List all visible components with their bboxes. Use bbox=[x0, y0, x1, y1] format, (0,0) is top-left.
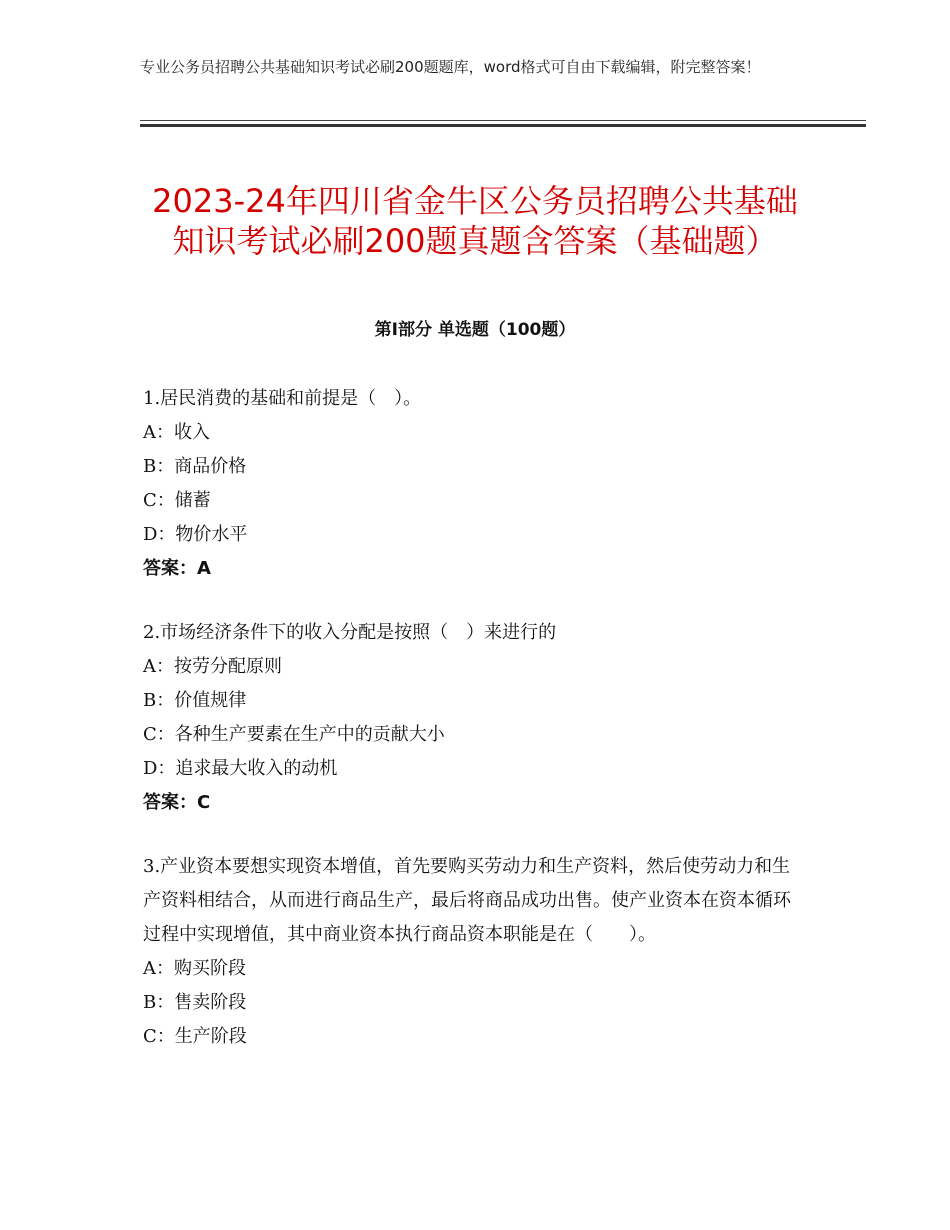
option-a: A：收入 bbox=[143, 422, 210, 443]
option-c: C：储蓄 bbox=[143, 490, 211, 511]
answer-line: 答案：A bbox=[143, 558, 211, 579]
question-item bbox=[143, 616, 803, 820]
header-divider-thick bbox=[140, 124, 866, 127]
question-stem: 1.居民消费的基础和前提是（ ）。 bbox=[143, 388, 422, 409]
option-b: B：商品价格 bbox=[143, 456, 247, 477]
header-note: 专业公务员招聘公共基础知识考试必刷200题题库，word格式可自由下载编辑，附完整答案！ bbox=[140, 58, 761, 76]
question-stem: 3.产业资本要想实现资本增值，首先要购买劳动力和生产资料，然后使劳动力和生产资料相结合，从而进行商品生产，最后将商品成功出售。使产业资本在资本循环过程中实现增值，其中商业资本执行商品资本职能是在（ ）。 bbox=[143, 856, 791, 945]
question-list bbox=[143, 382, 803, 1084]
option-d: D：物价水平 bbox=[143, 524, 248, 545]
document-title: 2023-24年四川省金牛区公务员招聘公共基础知识考试必刷200题真题含答案（基础题） bbox=[152, 182, 798, 261]
answer-line: 答案：C bbox=[143, 792, 211, 813]
option-c: C：各种生产要素在生产中的贡献大小 bbox=[143, 724, 445, 745]
option-a: A：按劳分配原则 bbox=[143, 656, 282, 677]
question-item bbox=[143, 850, 803, 1054]
option-a: A：购买阶段 bbox=[143, 958, 246, 979]
question-stem: 2.市场经济条件下的收入分配是按照（ ）来进行的 bbox=[143, 622, 557, 643]
option-b: B：售卖阶段 bbox=[143, 992, 247, 1013]
option-b: B：价值规律 bbox=[143, 690, 247, 711]
question-item bbox=[143, 382, 803, 586]
option-d: D：追求最大收入的动机 bbox=[143, 758, 338, 779]
header-divider-thin bbox=[140, 120, 866, 121]
section-heading: 第Ⅰ部分 单选题（100题） bbox=[374, 320, 576, 340]
option-c: C：生产阶段 bbox=[143, 1026, 247, 1047]
